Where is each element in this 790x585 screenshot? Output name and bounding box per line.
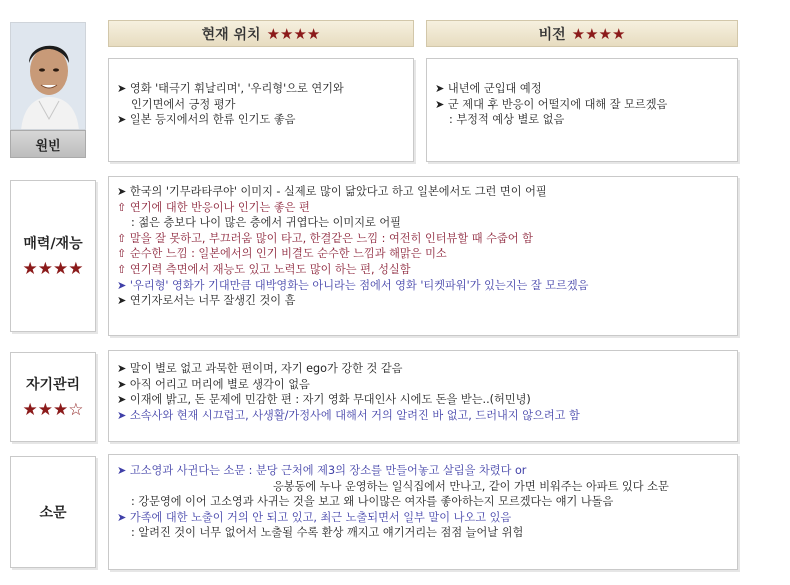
category-charm-stars: ★★★★ bbox=[22, 259, 84, 279]
header-vision-stars: ★★★★ bbox=[571, 24, 626, 43]
charm-line-5: ⇧ 순수한 느낌 : 일본에서의 인기 비결도 순수한 느낌과 해맑은 미소 bbox=[117, 247, 447, 261]
charm-box bbox=[108, 176, 738, 336]
header-current-stars: ★★★★ bbox=[266, 24, 321, 43]
charm-line-2: ⇧ 연기에 대한 반응이나 인기는 좋은 편 bbox=[117, 200, 310, 214]
category-rumor bbox=[10, 456, 96, 568]
charm-line-1: ➤ 한국의 '기무라타쿠야' 이미지 - 실제로 많이 닮았다고 하고 일본에서도 그런 면이 어필 bbox=[117, 185, 547, 198]
rumor-line-5: : 알려진 것이 너무 없어서 노출될 수록 환상 깨지고 얘기거리는 점점 늘어날 위험 bbox=[131, 526, 524, 540]
rumor-line-3: : 강문영에 이어 고소영과 사귀는 것을 보고 왜 나이많은 여자를 좋아하는지 모르겠다는 얘기 나돌음 bbox=[131, 495, 614, 509]
charm-line-3: : 젊은 층보다 나이 많은 층에서 귀엽다는 이미지로 어필 bbox=[131, 216, 401, 230]
profile-photo bbox=[10, 22, 86, 130]
vision-line-1: ➤ 내년에 군입대 예정 bbox=[435, 82, 542, 95]
self-line-1: ➤ 말이 별로 없고 과묵한 편이며, 자기 ego가 강한 것 같음 bbox=[117, 362, 403, 375]
category-self-management bbox=[10, 352, 96, 442]
current-position-box bbox=[108, 58, 414, 162]
header-current-label: 현재 위치 bbox=[201, 26, 261, 43]
header-vision-label: 비전 bbox=[538, 26, 566, 43]
category-charm bbox=[10, 180, 96, 332]
self-line-3: ➤ 이재에 밝고, 돈 문제에 민감한 편 : 자기 영화 무대인사 시에도 돈을 받는..(허민녕) bbox=[117, 393, 531, 407]
rumor-line-2: 응봉동에 누나 운영하는 일식집에서 만나고, 같이 가면 비워주는 아파트 있다 소문 bbox=[273, 479, 669, 493]
self-line-4: ➤ 소속사와 현재 시끄럽고, 사생활/가정사에 대해서 거의 알려진 바 없고, 드러내지 않으려고 함 bbox=[117, 408, 580, 422]
category-charm-label: 매력/재능 bbox=[23, 236, 83, 252]
category-rumor-label: 소문 bbox=[39, 505, 67, 521]
category-self-stars: ★★★☆ bbox=[22, 400, 84, 420]
header-vision bbox=[426, 20, 738, 47]
vision-box bbox=[426, 58, 738, 162]
profile-name: 원빈 bbox=[10, 130, 86, 158]
current-line-1: ➤ 영화 '태극기 휘날리며', '우리형'으로 연기와 bbox=[117, 82, 344, 95]
self-line-2: ➤ 아직 어리고 머리에 별로 생각이 없음 bbox=[117, 377, 310, 391]
category-self-label: 자기관리 bbox=[25, 377, 81, 393]
charm-line-8: ➤ 연기자로서는 너무 잘생긴 것이 흠 bbox=[117, 294, 296, 308]
vision-line-2: ➤ 군 제대 후 반응이 어떨지에 대해 잘 모르겠음 bbox=[435, 97, 668, 111]
rumor-line-1: ➤ 고소영과 사귄다는 소문 : 분당 근처에 제3의 장소를 만들어놓고 살림을 차렸다 or bbox=[117, 464, 527, 477]
charm-line-4: ⇧ 말을 잘 못하고, 부끄러움 많이 타고, 한결같은 느낌 : 여전히 인터뷰할 때 수줍어 함 bbox=[117, 231, 533, 245]
self-management-box bbox=[108, 350, 738, 442]
vision-line-3: : 부정적 예상 별로 없음 bbox=[449, 113, 565, 127]
charm-line-7: ➤ '우리형' 영화가 기대만큼 대박영화는 아니라는 점에서 영화 '티켓파워'가 있는지는 잘 모르겠음 bbox=[117, 278, 589, 292]
current-line-3: ➤ 일본 등지에서의 한류 인기도 좋음 bbox=[117, 113, 296, 127]
charm-line-6: ⇧ 연기력 측면에서 재능도 있고 노력도 많이 하는 편, 성실함 bbox=[117, 262, 411, 276]
rumor-box bbox=[108, 454, 738, 570]
rumor-line-4: ➤ 가족에 대한 노출이 거의 안 되고 있고, 최근 노출되면서 일부 말이 나오고 있음 bbox=[117, 510, 512, 524]
current-line-2: 인기면에서 긍정 평가 bbox=[131, 97, 236, 111]
portrait-image bbox=[11, 23, 86, 130]
header-current-position bbox=[108, 20, 414, 47]
